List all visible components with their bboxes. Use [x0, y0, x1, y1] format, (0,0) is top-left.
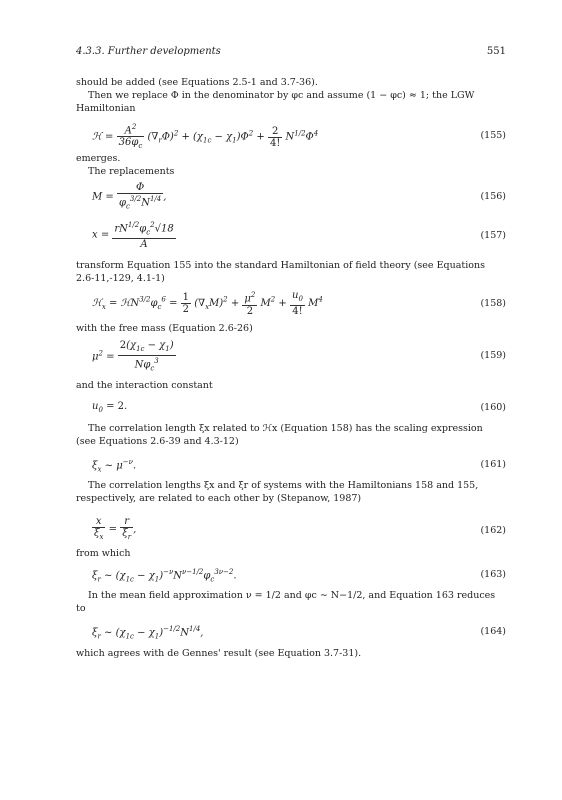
equation-number-158: (158): [480, 298, 506, 309]
equation-number-161: (161): [480, 459, 506, 470]
paragraph-10: from which: [76, 548, 131, 559]
paragraph-8: The correlation length ξx related to ℋx (Equation 158) has the scaling expression (see Equations 2.6-39 and 4.3-12): [76, 423, 483, 447]
equation-162: $\frac{x}{\xi_x}$ = $\frac{r}{\xi_r}$ ,: [94, 516, 137, 541]
equation-156: M = $\frac{\Phi}{\varphi_c^{3/2}N^{1/4}}$ ,: [92, 182, 167, 211]
equation-number-160: (160): [480, 402, 506, 413]
equation-155: ℋ = $\frac{A^2}{36\varphi_c}$ $(\nabla_r\Phi)^2 + (\chi_{1c} - \chi_1)\Phi^2$ + $\frac{2}{4!}$ $N^{1/2}\Phi^4$: [92, 123, 319, 151]
equation-number-157: (157): [480, 230, 506, 241]
equation-number-159: (159): [480, 350, 506, 361]
paragraph-11: In the mean field approximation ν = 1/2 and φc ∼ N−1/2, and Equation 163 reduces to: [76, 590, 496, 614]
paragraph-4: The replacements: [88, 166, 175, 177]
paragraph-7: and the interaction constant: [76, 380, 213, 391]
equation-160: $u_0 = 2$.: [92, 401, 128, 414]
equation-163: $\xi_r$ ∼ $(\chi_{1c} - \chi_1)^{-\nu}N^{\nu-1/2}\varphi_c^{3\nu-2}$.: [92, 568, 237, 584]
equation-161: $\xi_x$ ∼ $\mu^{-\nu}$.: [92, 458, 137, 474]
equation-number-163: (163): [480, 569, 506, 580]
equation-number-162: (162): [480, 525, 506, 536]
equation-number-155: (155): [480, 130, 506, 141]
paragraph-9: The correlation lengths ξx and ξr of systems with the Hamiltonians 158 and 155, respectively, are related to each other by (Stepanow, 1987): [76, 480, 479, 504]
paragraph-5: transform Equation 155 into the standard Hamiltonian of field theory (see Equations 2.6-11,-129, 4.1-1): [76, 260, 485, 284]
equation-164: $\xi_r$ ∼ $(\chi_{1c} - \chi_1)^{-1/2}N^{1/4}$,: [92, 625, 204, 641]
equation-number-156: (156): [480, 191, 506, 202]
paragraph-3: emerges.: [76, 153, 121, 164]
equation-159: $\mu^2$ = $\frac{2(\chi_{1c} - \chi_1)}{N\varphi_c^3}$: [92, 340, 174, 373]
paragraph-2: Then we replace Φ in the denominator by φc and assume (1 − φc) ≈ 1; the LGW Hamiltonian: [76, 90, 475, 114]
equation-157: x = $\frac{rN^{1/2}\varphi_c^2√18}{A}$: [92, 221, 174, 251]
paragraph-6: with the free mass (Equation 2.6-26): [76, 323, 253, 334]
paragraph-1: should be added (see Equations 2.5-1 and 3.7-36).: [76, 77, 318, 88]
equation-number-164: (164): [480, 626, 506, 637]
page-number: 551: [486, 46, 506, 57]
paragraph-12: which agrees with de Gennes' result (see Equation 3.7-31).: [76, 648, 362, 659]
equation-158: ℋ$_x$ = $ℋN^{3/2}\varphi_c^6$ = $\frac{1}{2}$ $(\nabla_xM)^2$ + $\frac{\mu^2}{2}$ $M^2$ + $\frac{u_0}{4!}$ $M^4$: [92, 290, 323, 317]
running-header: 4.3.3. Further developments: [76, 46, 221, 57]
